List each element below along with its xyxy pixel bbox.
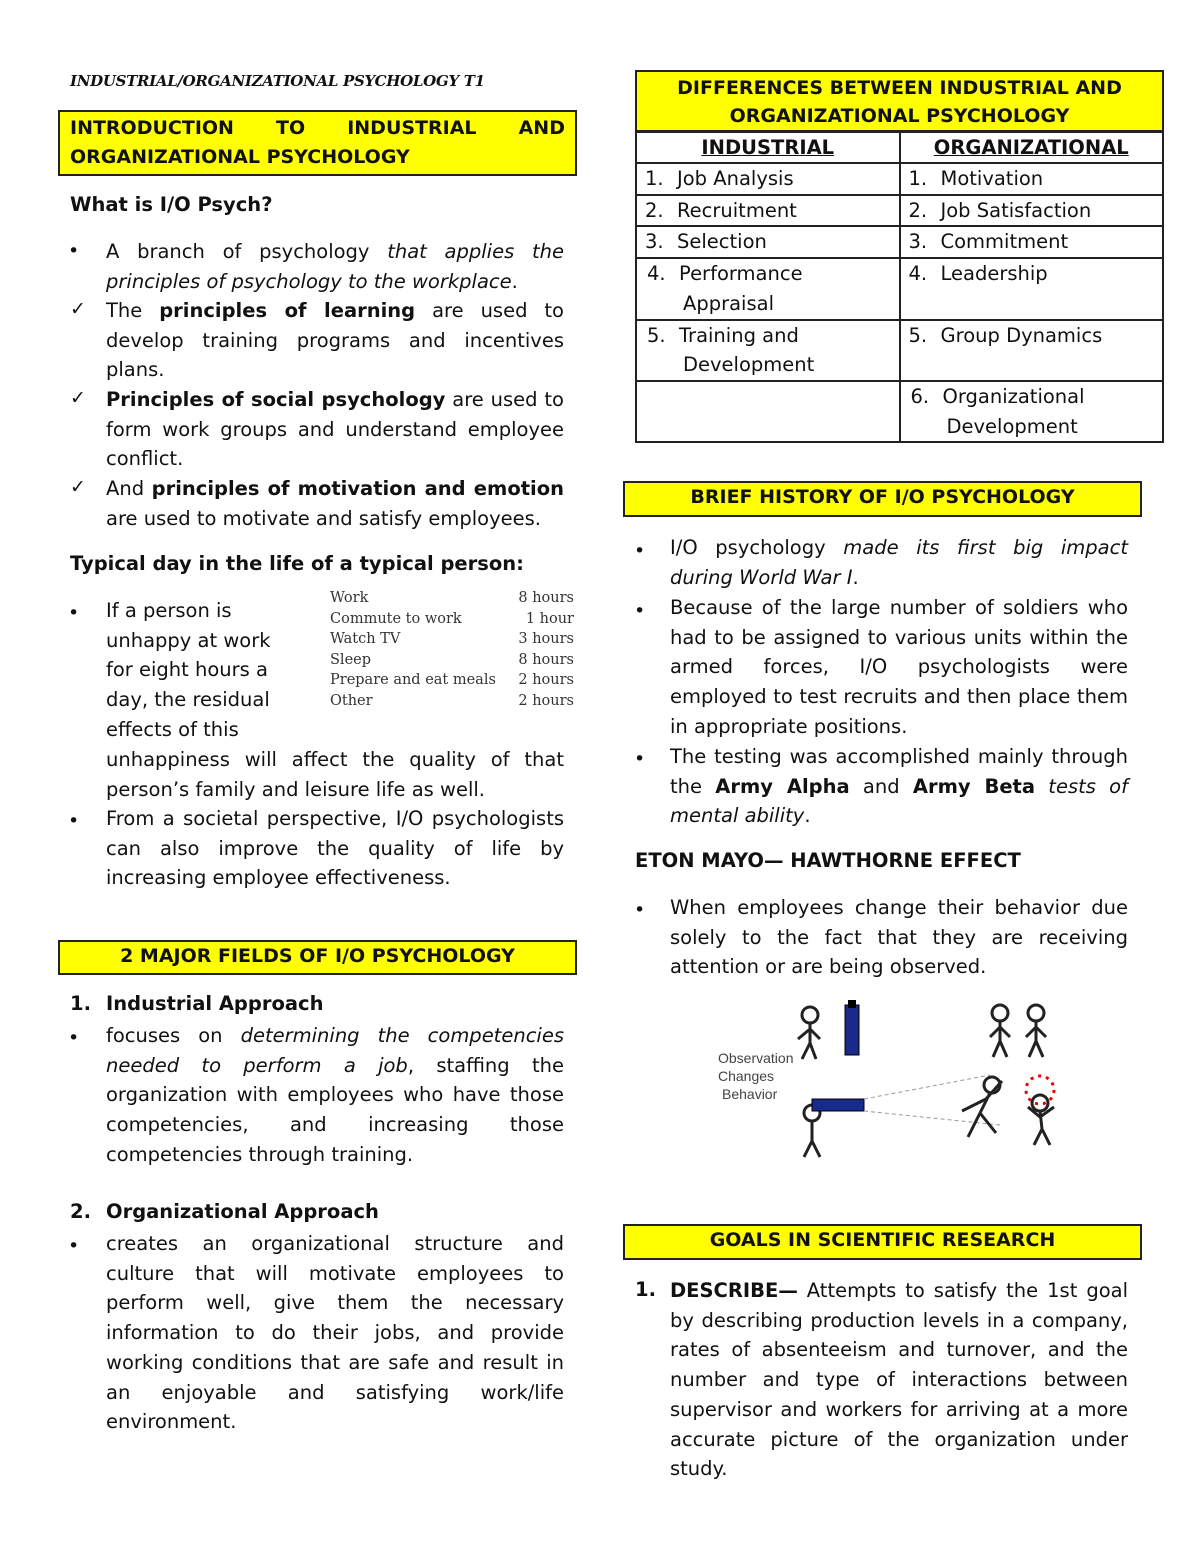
industrial-text: focuses on (106, 1024, 241, 1047)
item-text: Leadership (940, 262, 1048, 286)
differences-title-line-2: ORGANIZATIONAL PSYCHOLOGY (729, 105, 1070, 127)
history-soldiers: Because of the large number of soldiers who had to be assigned to various units within the armed forces, I/O psychologists were employed to test recruits and then place them in appropriate positions. (670, 596, 1128, 738)
item-number: 1. (908, 167, 928, 190)
item-number: 4. (908, 262, 928, 286)
organizational-approach-number: 2. (70, 1200, 91, 1223)
item-text: Recruitment (677, 198, 797, 222)
day-row (330, 611, 574, 632)
industrial-italic: determining the competencies needed to perform a job (106, 1024, 564, 1077)
day-time: 2 hours (518, 672, 574, 689)
item-text: Job Satisfaction (940, 198, 1092, 222)
item-text: Group Dynamics (940, 323, 1103, 347)
bullet-icon: • (634, 600, 646, 622)
unhappy-line: for eight hours a (106, 658, 268, 682)
goal-describe (670, 1276, 1128, 1484)
item-number: 6. (910, 384, 930, 408)
document-title: INDUSTRIAL/ORGANIZATIONAL PSYCHOLOGY T1 (70, 72, 485, 90)
definition-end: . (511, 269, 518, 293)
industrial-approach-text (106, 1021, 564, 1170)
unhappy-line: effects of this (106, 717, 239, 741)
hawthorne-heading: ETON MAYO— HAWTHORNE EFFECT (635, 849, 1021, 872)
check-bold: principles of learning (159, 299, 416, 322)
industrial-cell-empty (636, 381, 900, 442)
history-italic: made its first big impact during World War I (670, 536, 1128, 589)
day-time: 8 hours (518, 651, 574, 668)
item-text: Motivation (940, 167, 1044, 190)
differences-section-header (635, 70, 1164, 132)
unhappy-line: unhappy at work (106, 628, 271, 652)
bullet-icon: • (68, 1235, 80, 1257)
day-activity: Prepare and eat meals (330, 672, 496, 689)
figure-label-line-2: Changes (718, 1068, 775, 1084)
day-activity: Other (330, 692, 373, 709)
intro-section-header (58, 110, 577, 176)
table-row (636, 320, 1163, 381)
organizational-cell (900, 195, 1164, 227)
hawthorne-illustration (700, 995, 1080, 1165)
checkmark-icon: ✓ (70, 476, 86, 498)
definition-text: A branch of psychology (106, 240, 388, 263)
day-activity: Watch TV (330, 631, 401, 648)
table-row (636, 226, 1163, 258)
industrial-column-header: INDUSTRIAL (636, 132, 900, 163)
goal-number: 1. (635, 1278, 656, 1301)
day-time: 2 hours (518, 692, 574, 709)
history-text: and (849, 774, 913, 798)
item-number: 1. (645, 167, 664, 190)
day-activity: Work (330, 590, 369, 606)
figure-label-line-1: Observation (718, 1050, 794, 1066)
table-row (636, 381, 1163, 442)
bullet-icon: • (634, 540, 646, 562)
item-text: Performance Appraisal (679, 262, 803, 315)
observation-figure-icon (700, 995, 1080, 1165)
differences-table (635, 131, 1164, 443)
bullet-icon: • (634, 899, 646, 921)
bullet-icon: • (68, 810, 80, 832)
check-item-social (106, 385, 564, 474)
societal-paragraph: From a societal perspective, I/O psychologists can also improve the quality of life by increasing employee effectiveness. (106, 807, 564, 890)
organizational-approach-title: Organizational Approach (106, 1200, 379, 1223)
item-text: Commitment (940, 230, 1069, 254)
item-number: 3. (908, 230, 928, 254)
check-text: The (106, 299, 160, 322)
day-activity: Sleep (330, 651, 372, 668)
hawthorne-definition: When employees change their behavior due solely to the fact that they are receiving attention or are being observed. (670, 896, 1128, 979)
unhappy-line: If a person is (106, 599, 232, 622)
bullet-icon: • (68, 602, 80, 624)
major-fields-section-header: 2 MAJOR FIELDS OF I/O PSYCHOLOGY (58, 940, 577, 975)
industrial-cell (636, 163, 900, 195)
check-bold: principles of motivation and emotion (151, 477, 564, 500)
industrial-cell (636, 258, 900, 319)
army-alpha: Army Alpha (715, 774, 850, 798)
unhappy-paragraph-start (106, 596, 310, 745)
definition-italic: that applies the principles of psychology to the workplace (106, 240, 564, 293)
organizational-cell (900, 163, 1164, 195)
history-text: . (804, 804, 811, 828)
history-text: The testing was accomplished mainly through the (670, 745, 1128, 798)
day-time: 3 hours (518, 631, 574, 648)
goals-section-header: GOALS IN SCIENTIFIC RESEARCH (623, 1224, 1142, 1260)
organizational-column-header: ORGANIZATIONAL (900, 132, 1164, 163)
army-beta: Army Beta (912, 774, 1036, 798)
unhappy-paragraph-end: unhappiness will affect the quality of that person’s family and leisure life as well. (106, 748, 564, 801)
check-text: And (106, 477, 152, 500)
unhappy-line: day, the residual (106, 688, 270, 712)
check-item-motivation (106, 474, 564, 533)
day-activity: Commute to work (330, 610, 462, 627)
day-row (330, 672, 574, 693)
goal-describe-label: DESCRIBE— (670, 1279, 798, 1302)
check-text: are used to form work groups and understand employee conflict. (106, 388, 564, 471)
checkmark-icon: ✓ (70, 298, 86, 320)
industrial-cell (636, 226, 900, 258)
bullet-icon: • (634, 748, 646, 770)
industrial-cell (636, 195, 900, 227)
day-time: 8 hours (518, 590, 574, 606)
organizational-cell (900, 381, 1164, 442)
table-row (636, 258, 1163, 319)
differences-header-row (636, 132, 1163, 163)
item-text: Job Analysis (677, 167, 794, 190)
item-number: 2. (645, 198, 664, 222)
typical-day-heading: Typical day in the life of a typical person: (70, 552, 524, 575)
intro-header-word-2: TO (276, 117, 306, 139)
check-item-learning (106, 296, 564, 385)
history-text: . (852, 565, 859, 589)
organizational-approach-text: creates an organizational structure and culture that will motivate employees to perform well, give them the necessary information to do their jobs, and provide working conditions that are safe and result in an enjoyable and satisfying work/life environment. (106, 1232, 564, 1434)
intro-header-word-1: INTRODUCTION (70, 117, 234, 139)
history-section-header: BRIEF HISTORY OF I/O PSYCHOLOGY (623, 481, 1142, 517)
history-army-tests (670, 742, 1128, 831)
item-number: 5. (647, 323, 666, 347)
industrial-approach-number: 1. (70, 992, 91, 1015)
figure-label-line-3: Behavior (722, 1086, 778, 1102)
day-row (330, 693, 574, 714)
check-text: are used to motivate and satisfy employees. (106, 506, 542, 530)
organizational-cell (900, 258, 1164, 319)
item-text: Selection (677, 230, 767, 254)
organizational-cell (900, 320, 1164, 381)
io-definition (106, 237, 564, 296)
history-italic: tests of mental ability (670, 774, 1128, 828)
industrial-approach-title: Industrial Approach (106, 992, 324, 1015)
intro-header-word-4: AND (518, 117, 565, 139)
intro-header-line-2: ORGANIZATIONAL PSYCHOLOGY (70, 146, 410, 168)
industrial-cell (636, 320, 900, 381)
item-number: 4. (647, 262, 666, 286)
industrial-text: , staffing the organization with employees who have those competencies, and increasing those competencies through training. (106, 1053, 564, 1166)
day-time: 1 hour (525, 610, 574, 627)
organizational-cell (900, 226, 1164, 258)
bullet-icon: • (68, 1027, 80, 1049)
day-row (330, 631, 574, 652)
day-row (330, 590, 574, 611)
differences-title-line-1: DIFFERENCES BETWEEN INDUSTRIAL AND (677, 77, 1122, 99)
day-row (330, 652, 574, 673)
checkmark-icon: ✓ (70, 387, 86, 409)
item-text: Training and Development (679, 323, 815, 377)
bullet-icon: • (68, 240, 80, 262)
history-text: I/O psychology (670, 536, 844, 559)
intro-header-word-3: INDUSTRIAL (347, 117, 477, 139)
history-ww1 (670, 533, 1128, 592)
table-row (636, 163, 1163, 195)
item-number: 5. (908, 323, 928, 347)
typical-day-table (330, 590, 574, 714)
item-number: 3. (645, 230, 664, 254)
item-number: 2. (908, 198, 928, 222)
item-text: Organizational Development (942, 384, 1085, 438)
what-is-io-heading: What is I/O Psych? (70, 193, 273, 216)
table-row (636, 195, 1163, 227)
check-bold: Principles of social psychology (106, 388, 446, 411)
check-text: are used to develop training programs and incentives plans. (106, 299, 564, 382)
goal-describe-text: Attempts to satisfy the 1st goal by describing production levels in a company, rates of absenteeism and turnover, and the number and type of interactions between supervisor and workers for arriving at a more accurate picture of the organization under study. (670, 1279, 1128, 1481)
